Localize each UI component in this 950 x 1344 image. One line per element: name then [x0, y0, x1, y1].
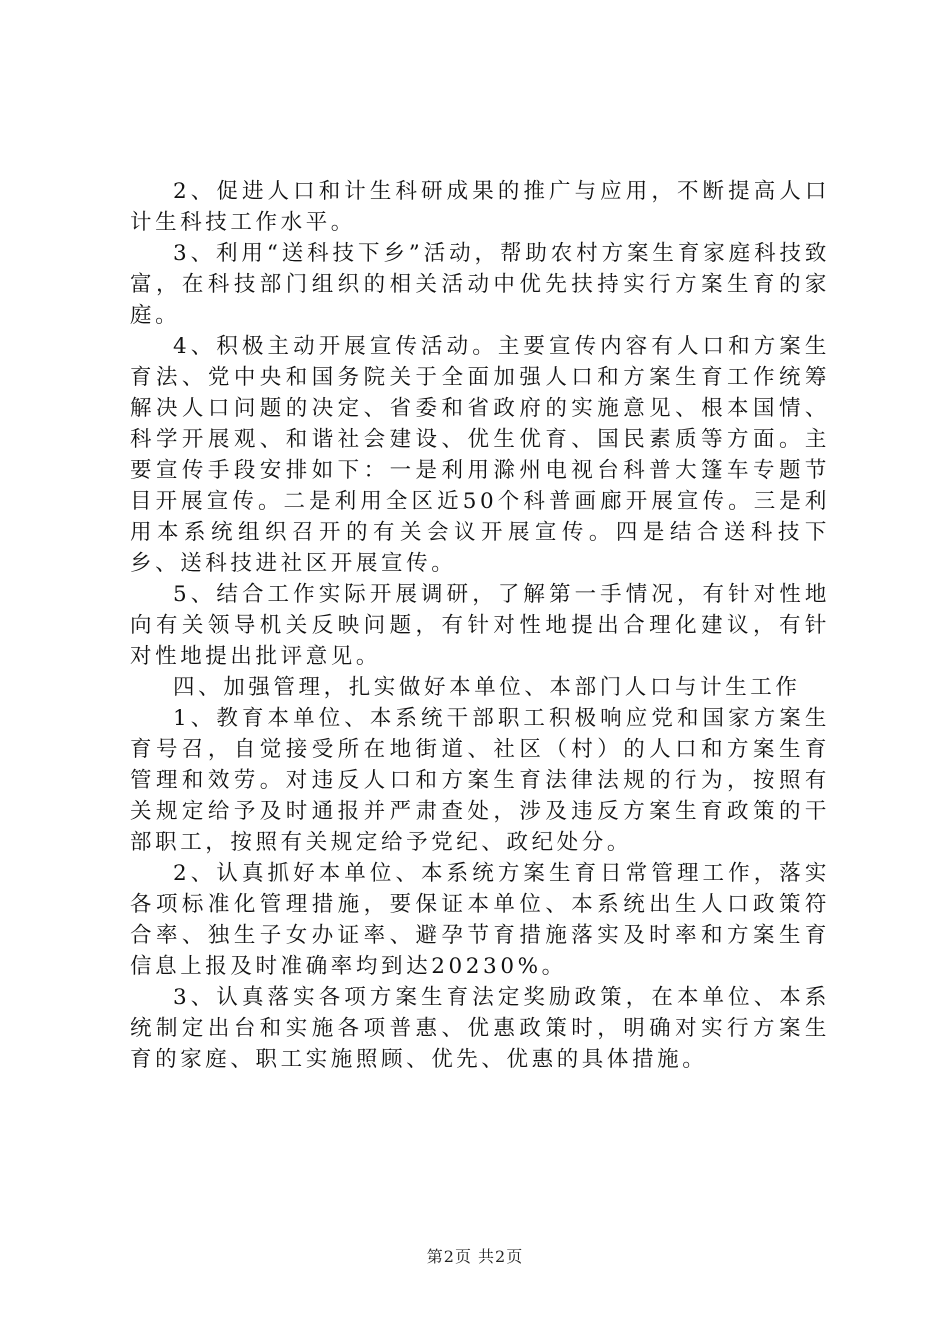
paragraph-item-1: 1、教育本单位、本系统干部职工积极响应党和国家方案生育号召，自觉接受所在地街道、社区（村）的人口和方案生育管理和效劳。对违反人口和方案生育法律法规的行为，按照有关规定给予及时通报并严肃查处，涉及违反方案生育政策的干部职工，按照有关规定给予党纪、政纪处分。	[130, 706, 830, 855]
section-heading-4: 四、加强管理，扎实做好本单位、本部门人口与计生工作	[173, 675, 801, 700]
paragraph-item-2b: 2、认真抓好本单位、本系统方案生育日常管理工作，落实各项标准化管理措施，要保证本单位、本系统出生人口政策符合率、独生子女办证率、避孕节育措施落实及时率和方案生育信息上报及时准确率均到达20230%。	[130, 861, 830, 979]
paragraph-item-3b: 3、认真落实各项方案生育法定奖励政策，在本单位、本系统制定出台和实施各项普惠、优惠政策时，明确对实行方案生育的家庭、职工实施照顾、优先、优惠的具体措施。	[130, 985, 830, 1072]
paragraph-item-3: 3、利用“送科技下乡”活动，帮助农村方案生育家庭科技致富，在科技部门组织的相关活动中优先扶持实行方案生育的家庭。	[130, 241, 830, 328]
paragraph-item-2: 2、促进人口和计生科研成果的推广与应用，不断提高人口计生科技工作水平。	[130, 179, 830, 235]
document-body	[130, 176, 830, 1075]
paragraph-item-5: 5、结合工作实际开展调研，了解第一手情况，有针对性地向有关领导机关反映问题，有针对性地提出合理化建议，有针对性地提出批评意见。	[130, 582, 830, 669]
paragraph-item-4: 4、积极主动开展宣传活动。主要宣传内容有人口和方案生育法、党中央和国务院关于全面加强人口和方案生育工作统筹解决人口问题的决定、省委和省政府的实施意见、根本国情、科学开展观、和谐社会建设、优生优育、国民素质等方面。主要宣传手段安排如下：一是利用滁州电视台科普大篷车专题节目开展宣传。二是利用全区近50个科普画廊开展宣传。三是利用本系统组织召开的有关会议开展宣传。四是结合送科技下乡、送科技进社区开展宣传。	[130, 334, 830, 576]
page-number-footer: 第2页 共2页	[426, 1247, 524, 1266]
